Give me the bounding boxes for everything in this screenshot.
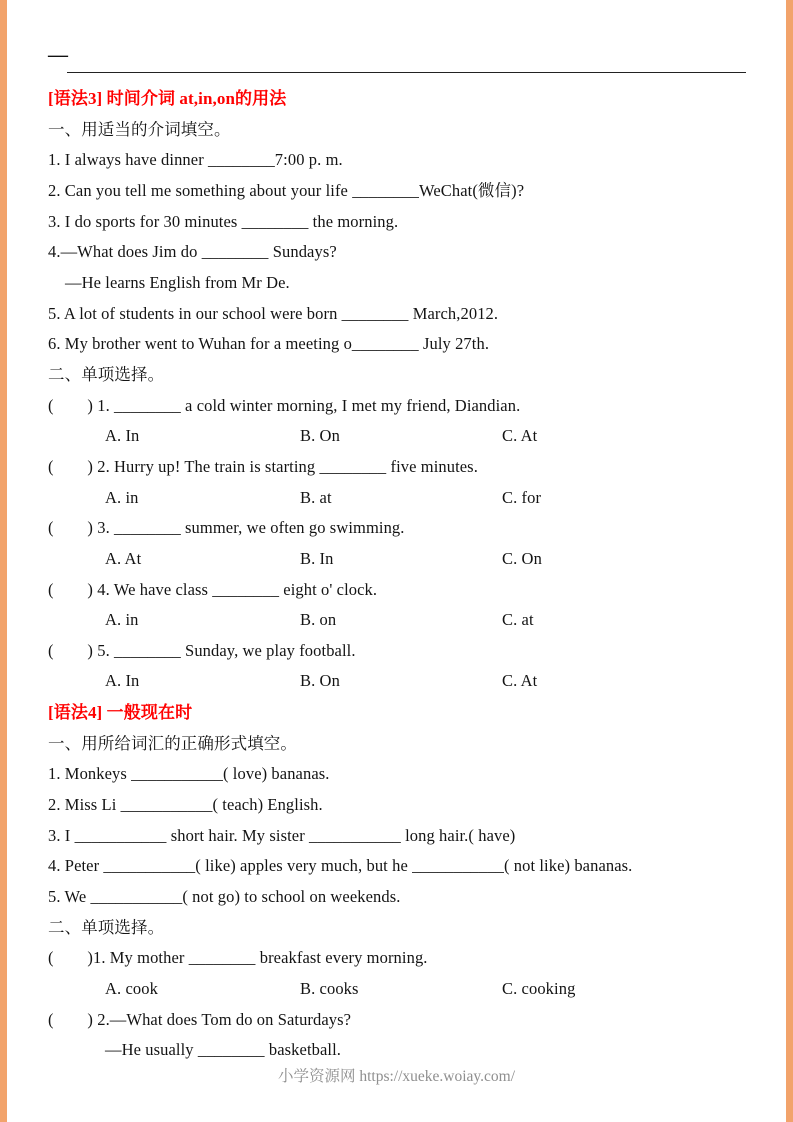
option-b: B. on [300, 610, 337, 630]
worksheet-line: ( ) 1. ________ a cold winter morning, I met my friend, Diandian. [48, 395, 521, 415]
worksheet-line: 4. Peter ___________( like) apples very much, but he ___________( not like) bananas. [48, 856, 633, 876]
option-a: A. At [105, 548, 142, 568]
worksheet-line: ( ) 5. ________ Sunday, we play football. [48, 640, 356, 660]
worksheet-line: 一、用所给词汇的正确形式填空。 [48, 733, 297, 753]
option-b: B. On [300, 426, 340, 446]
option-a: A. cook [105, 979, 158, 999]
worksheet-line: 2. Miss Li ___________( teach) English. [48, 795, 323, 815]
section-heading: [语法4] 一般现在时 [48, 703, 193, 723]
worksheet-line: ( ) 2. Hurry up! The train is starting ________ five minutes. [48, 456, 478, 476]
option-a: A. In [105, 671, 140, 691]
option-c: C. at [502, 610, 534, 630]
worksheet-line: 二、单项选择。 [48, 364, 165, 384]
worksheet-line: 5. A lot of students in our school were born ________ March,2012. [48, 303, 499, 323]
worksheet-line: 6. My brother went to Wuhan for a meeting o________ July 27th. [48, 334, 490, 354]
top-dash: — [48, 44, 68, 66]
option-b: B. On [300, 671, 340, 691]
option-c: C. cooking [502, 979, 576, 999]
worksheet-line: ( )1. My mother ________ breakfast every morning. [48, 948, 428, 968]
option-c: C. for [502, 487, 542, 507]
worksheet-line: —He learns English from Mr De. [65, 272, 290, 292]
choice-options-row [48, 483, 753, 514]
worksheet-line: 3. I ___________ short hair. My sister ___________ long hair.( have) [48, 825, 516, 845]
choice-options-row [48, 974, 753, 1005]
worksheet-body [48, 84, 753, 1066]
right-accent-bar [786, 0, 793, 1122]
footer-watermark: 小学资源网 https://xueke.woiay.com/ [277, 1068, 516, 1085]
choice-options-row [48, 666, 753, 697]
choice-options-row [48, 421, 753, 452]
worksheet-line: ( ) 3. ________ summer, we often go swimming. [48, 518, 405, 538]
worksheet-line: 1. Monkeys ___________( love) bananas. [48, 764, 330, 784]
worksheet-line: —He usually ________ basketball. [105, 1040, 341, 1060]
worksheet-line: 一、用适当的介词填空。 [48, 119, 231, 139]
worksheet-line: ( ) 4. We have class ________ eight o' clock. [48, 579, 378, 599]
worksheet-line: 3. I do sports for 30 minutes ________ the morning. [48, 211, 399, 231]
worksheet-line: 1. I always have dinner ________7:00 p. m. [48, 150, 343, 170]
option-b: B. In [300, 548, 334, 568]
worksheet-line: 4.—What does Jim do ________ Sundays? [48, 242, 337, 262]
choice-options-row [48, 544, 753, 575]
option-a: A. in [105, 487, 139, 507]
top-horizontal-rule [67, 72, 746, 73]
option-a: A. in [105, 610, 139, 630]
worksheet-line: ( ) 2.—What does Tom do on Saturdays? [48, 1009, 352, 1029]
section-heading: [语法3] 时间介词 at,in,on的用法 [48, 89, 287, 108]
worksheet-line: 5. We ___________( not go) to school on weekends. [48, 887, 401, 907]
worksheet-line: 二、单项选择。 [48, 917, 165, 937]
choice-options-row [48, 605, 753, 636]
option-b: B. cooks [300, 979, 359, 999]
worksheet-line: 2. Can you tell me something about your life ________WeChat(微信)? [48, 180, 525, 200]
option-c: C. On [502, 548, 542, 568]
left-accent-bar [0, 0, 7, 1122]
option-b: B. at [300, 487, 332, 507]
option-c: C. At [502, 671, 538, 691]
option-c: C. At [502, 426, 538, 446]
option-a: A. In [105, 426, 140, 446]
